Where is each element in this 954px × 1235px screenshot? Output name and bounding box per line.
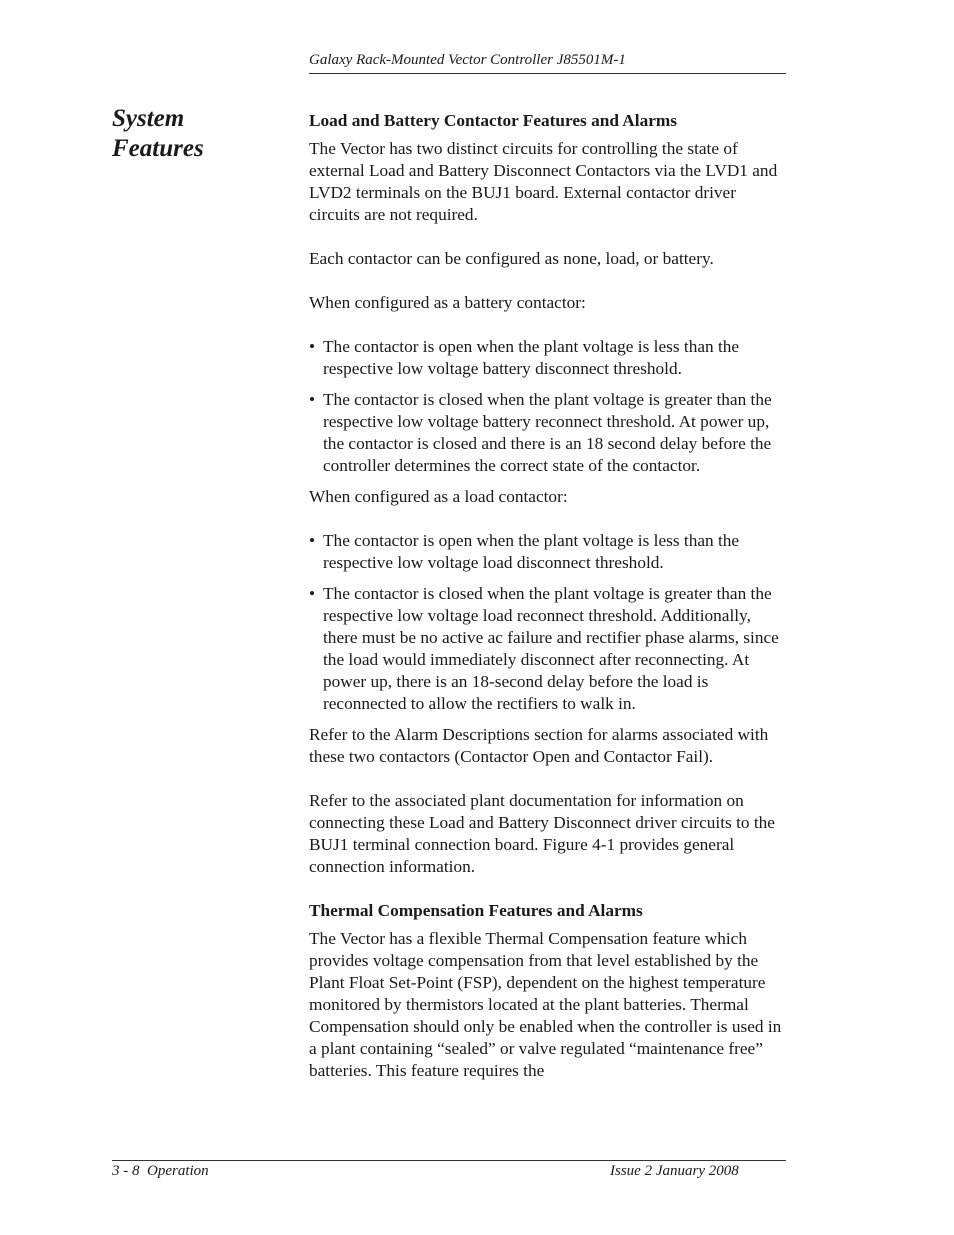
list-item: • The contactor is open when the plant voltage is less than the respective low voltage load disconnect threshold. (309, 530, 786, 574)
running-header-title: Galaxy Rack-Mounted Vector Controller J85501M-1 (309, 52, 626, 68)
list-item: • The contactor is closed when the plant voltage is greater than the respective low voltage battery reconnect threshold. At power up, the contactor is closed and there is an 18 second delay before the controller determines the correct state of the contactor. (309, 389, 786, 477)
paragraph: Refer to the associated plant documentation for information on connecting these Load and Battery Disconnect driver circuits to the BUJ1 terminal connection board. Figure 4-1 provides general connection information. (309, 791, 775, 876)
section-heading-contactors: Load and Battery Contactor Features and Alarms (309, 111, 678, 130)
battery-contactor-list (309, 336, 786, 477)
load-contactor-list (309, 530, 786, 715)
section-heading-thermal: Thermal Compensation Features and Alarms (309, 901, 643, 920)
paragraph: When configured as a load contactor: (309, 487, 568, 506)
side-heading-line2: Features (112, 135, 204, 162)
list-item: • The contactor is closed when the plant voltage is greater than the respective low voltage load reconnect threshold. Additionally, there must be no active ac failure and rectifier phase alarms, since the load would immediately disconnect after reconnecting. At power up, there is an 18-second delay before the load is reconnected to allow the rectifiers to walk in. (309, 583, 786, 715)
list-item: • The contactor is open when the plant voltage is less than the respective low voltage battery disconnect threshold. (309, 336, 786, 380)
footer-issue-label: Issue 2 January 2008 (610, 1163, 739, 1179)
side-heading-line1: System (112, 105, 185, 132)
footer-page-label: 3 - 8 Operation (112, 1163, 209, 1179)
main-content (309, 110, 786, 1082)
side-heading (112, 104, 292, 164)
paragraph: When configured as a battery contactor: (309, 293, 586, 312)
paragraph: The Vector has a flexible Thermal Compensation feature which provides voltage compensation from that level established by the Plant Float Set-Point (FSP), dependent on the highest temperature monitored by thermistors located at the plant batteries. Thermal Compensation should only be enabled when the controller is used in a plant containing “sealed” or valve regulated “maintenance free” batteries. This feature requires the (309, 929, 782, 1080)
paragraph: Refer to the Alarm Descriptions section for alarms associated with these two contactors (Contactor Open and Contactor Fail). (309, 725, 769, 766)
paragraph: The Vector has two distinct circuits for controlling the state of external Load and Battery Disconnect Contactors via the LVD1 and LVD2 terminals on the BUJ1 board. External contactor driver circuits are not required. (309, 139, 778, 224)
paragraph: Each contactor can be configured as none, load, or battery. (309, 249, 714, 268)
footer-rule (112, 1160, 786, 1161)
header-rule (309, 73, 786, 74)
